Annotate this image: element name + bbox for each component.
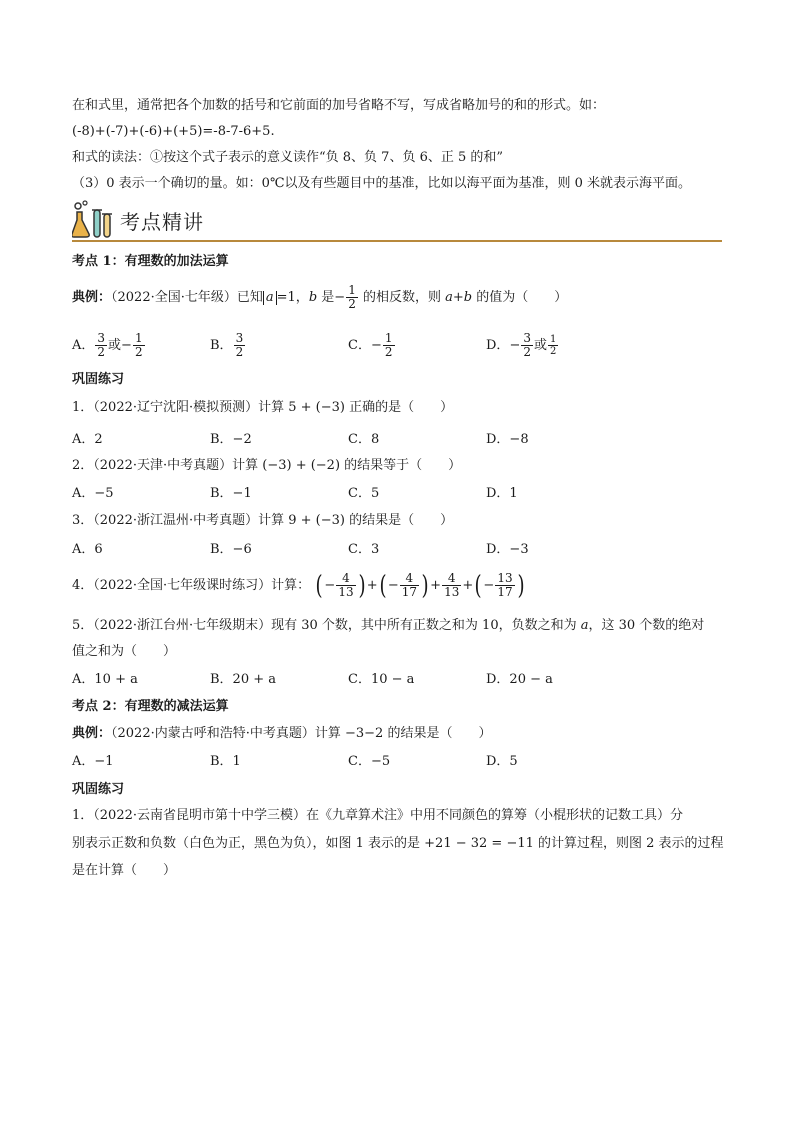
section-header	[72, 200, 722, 244]
q5-option-a: A．10 + a	[72, 672, 138, 687]
example-label: 典例：	[72, 290, 112, 305]
example-2-option-b: B．1	[210, 754, 241, 769]
intro-line-1: 在和式里，通常把各个加数的括号和它前面的加号省略不写，写成省略加号的和的形式。如：	[72, 98, 606, 113]
question-1: 1．（2022·辽宁沈阳·模拟预测）计算 5 + (−3) 正确的是（ ）	[72, 400, 454, 415]
abs-a: a	[263, 291, 277, 305]
example-1-option-b: B． $\frac{3}{2}$	[210, 331, 244, 359]
practice-title-1: 巩固练习	[72, 372, 125, 387]
example-2-option-c: C．−5	[348, 754, 391, 769]
q2-option-c: C．5	[348, 486, 380, 501]
q3-option-c: C．3	[348, 542, 380, 557]
q3-option-a: A．6	[72, 542, 103, 557]
example-source: （2022·全国·七年级）已知	[111, 290, 263, 305]
q1-option-c: C．8	[348, 432, 380, 447]
example-1-option-a: A． $\frac{3}{2}$ 或− $\frac{1}{2}$	[72, 331, 143, 359]
section-title: 考点精讲	[120, 210, 204, 234]
example-1	[72, 284, 567, 312]
intro-line-3: 和式的读法：①按这个式子表示的意义读作“负 8、负 7、负 6、正 5 的和”	[72, 150, 504, 165]
q5-option-d: D．20 − a	[486, 672, 553, 687]
topic-2-title: 考点 2：有理数的减法运算	[72, 699, 229, 714]
question-3: 3．（2022·浙江温州·中考真题）计算 9 + (−3) 的结果是（ ）	[72, 513, 454, 528]
example-1-option-d: D．− $\frac{3}{2}$ 或 $\frac{1}{2}$	[486, 331, 557, 359]
section-rule	[72, 240, 722, 242]
k2-question-1-line-2: 别表示正数和负数（白色为正，黑色为负），如图 1 表示的是 +21 − 32 = −11 的计算过程，则图 2 表示的过程	[72, 836, 724, 851]
question-2: 2．（2022·天津·中考真题）计算 (−3) + (−2) 的结果等于（ ）	[72, 458, 462, 473]
example-eq: =1，	[276, 290, 309, 305]
practice-title-2: 巩固练习	[72, 782, 125, 797]
q5-option-b: B．20 + a	[210, 672, 277, 687]
example-end: 的值为（ ）	[472, 290, 568, 305]
var-b: b	[308, 290, 318, 305]
q3-option-d: D．−3	[486, 542, 529, 557]
q2-option-b: B．−1	[210, 486, 252, 501]
q3-option-b: B．−6	[210, 542, 252, 557]
q1-option-a: A．2	[72, 432, 103, 447]
example-mid: 的相反数，则	[358, 290, 446, 305]
example-2-option-a: A．−1	[72, 754, 114, 769]
question-5-line-1: 5．（2022·浙江台州·七年级期末）现有 30 个数，其中所有正数之和为 10，负数之和为 a，这 30 个数的绝对	[72, 618, 705, 633]
q1-option-d: D．−8	[486, 432, 529, 447]
q2-option-d: D．1	[486, 486, 518, 501]
chemistry-flask-icon	[72, 200, 116, 240]
k2-question-1-line-3: 是在计算（ ）	[72, 863, 177, 878]
question-4: 4．（2022·全国·七年级课时练习）计算： ( − $\frac{4}{13}$ ) +( − $\frac{4}{17}$ ) + $\frac{4}{13}$ +( − $\frac{13}{17}$ )	[72, 570, 525, 601]
q2-option-a: A．−5	[72, 486, 114, 501]
example-2-option-d: D．5	[486, 754, 518, 769]
neg-sign: −	[334, 290, 346, 305]
topic-1-title: 考点 1：有理数的加法运算	[72, 254, 229, 269]
k2-question-1-line-1: 1．（2022·云南省昆明市第十中学三模）在《九章算术注》中用不同颜色的算筹（小棍形状的记数工具）分	[72, 808, 683, 823]
example-1-option-c: C．− $\frac{1}{2}$	[348, 331, 393, 359]
fraction: $\frac{1}{2}$	[348, 283, 356, 311]
intro-line-4: （3）0 表示一个确切的量。如：0℃以及有些题目中的基准，比如以海平面为基准，则 0 米就表示海平面。	[72, 176, 692, 191]
intro-line-2: (-8)+(-7)+(-6)+(+5)=-8-7-6+5.	[72, 124, 275, 139]
var-ab: a+b	[445, 290, 473, 305]
example-2: 典例：（2022·内蒙古呼和浩特·中考真题）计算 −3−2 的结果是（ ）	[72, 726, 492, 741]
example-is: 是	[317, 290, 335, 305]
q1-option-b: B．−2	[210, 432, 252, 447]
q5-option-c: C．10 − a	[348, 672, 415, 687]
question-5-line-2: 值之和为（ ）	[72, 644, 177, 659]
